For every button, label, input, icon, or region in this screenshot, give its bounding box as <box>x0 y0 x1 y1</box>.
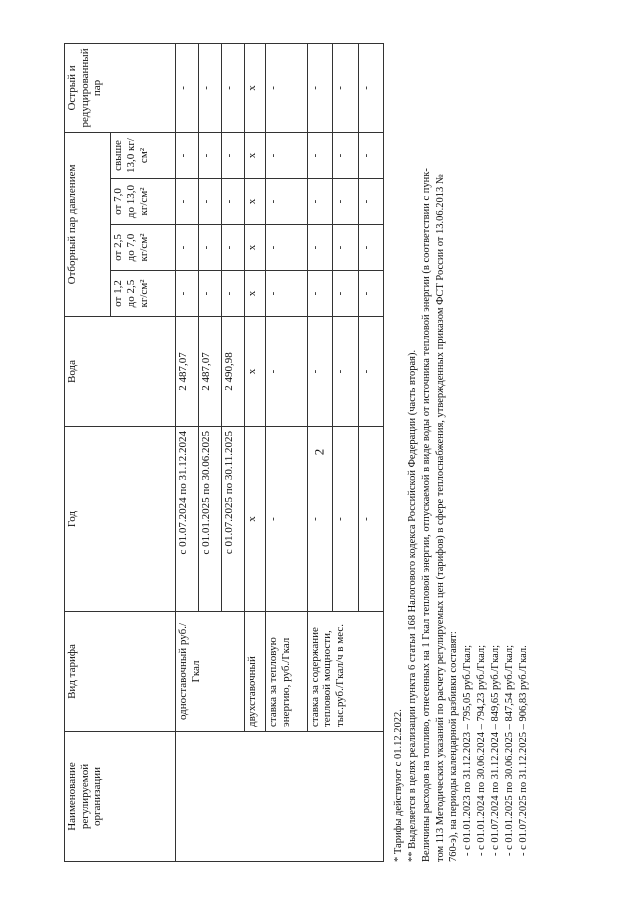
water-cell: - <box>266 317 308 427</box>
year-cell: - <box>333 427 358 612</box>
p1-cell: - <box>307 271 332 317</box>
live-cell: х <box>245 43 266 132</box>
p1-cell: - <box>222 271 245 317</box>
p3-cell: - <box>266 179 308 225</box>
p3-cell: - <box>333 179 358 225</box>
p4-cell: - <box>222 132 245 178</box>
p1-cell: - <box>199 271 222 317</box>
p3-cell: - <box>222 179 245 225</box>
p1-cell: х <box>245 271 266 317</box>
period-cell: с 01.07.2024 по 31.12.2024 <box>175 427 198 612</box>
year-cell: - <box>358 427 384 612</box>
p2-cell: - <box>222 225 245 271</box>
header-p1: от 1,2 до 2,5 кг/см² <box>111 271 176 317</box>
fuel-cost-item: - с 01.01.2024 по 30.06.2024 – 794,23 руб./Гкал; <box>476 644 488 856</box>
p2-cell: - <box>333 225 358 271</box>
p4-cell: - <box>199 132 222 178</box>
header-p4: свыше 13,0 кг/см² <box>111 132 176 178</box>
water-cell: 2 490,98 <box>222 317 245 427</box>
p1-cell: - <box>175 271 198 317</box>
p2-cell: - <box>266 225 308 271</box>
period-cell: с 01.07.2025 по 30.11.2025 <box>222 427 245 612</box>
live-cell: - <box>175 43 198 132</box>
water-cell: - <box>358 317 384 427</box>
rotated-page-content <box>64 42 624 862</box>
p1-cell: - <box>266 271 308 317</box>
year-cell: х <box>245 427 266 612</box>
fuel-cost-note-line-2: том 113 Методических указаний по расчету регулируемых цен (тарифов) в сфере теплоснабжения, утвержденных приказом ФСТ России от 13.06.2013 № <box>434 174 446 862</box>
two-part-label: двухставочный <box>245 612 266 732</box>
p4-cell: - <box>175 132 198 178</box>
p1-cell: - <box>333 271 358 317</box>
fuel-cost-item: - с 01.07.2024 по 31.12.2024 – 849,65 руб./Гкал; <box>490 644 502 856</box>
year-cell: - <box>266 427 308 612</box>
header-steam-group: Отборный пар давлением <box>65 132 111 316</box>
water-cell: 2 487,07 <box>175 317 198 427</box>
p1-cell: - <box>358 271 384 317</box>
fuel-cost-note-line-3: 760-э), на периоды календарной разбивки составят: <box>448 631 460 862</box>
header-tariff-type: Вид тарифа <box>65 612 176 732</box>
header-water: Вода <box>65 317 176 427</box>
header-p3: от 7,0 до 13,0 кг/см² <box>111 179 176 225</box>
tariff-table <box>64 43 384 862</box>
header-year: Год <box>65 427 176 612</box>
footnotes <box>392 44 531 862</box>
header-p2: от 2,5 до 7,0 кг/см² <box>111 225 176 271</box>
p2-cell: - <box>199 225 222 271</box>
live-cell: - <box>358 43 384 132</box>
capacity-rate-label: ставка за содержание тепловой мощности, тыс.руб./Гкал/ч в мес. <box>307 612 383 732</box>
p4-cell: - <box>307 132 332 178</box>
p2-cell: - <box>307 225 332 271</box>
p3-cell: - <box>307 179 332 225</box>
water-cell: х <box>245 317 266 427</box>
water-cell: - <box>333 317 358 427</box>
page-number: 2 <box>311 448 327 456</box>
fuel-cost-item: - с 01.01.2023 по 31.12.2023 – 795,05 руб./Гкал; <box>462 644 474 856</box>
p4-cell: - <box>333 132 358 178</box>
p4-cell: - <box>358 132 384 178</box>
p3-cell: - <box>175 179 198 225</box>
p3-cell: - <box>358 179 384 225</box>
p4-cell: - <box>266 132 308 178</box>
live-cell: - <box>266 43 308 132</box>
header-row <box>65 43 111 861</box>
year-cell: - <box>307 427 332 612</box>
live-cell: - <box>333 43 358 132</box>
p3-cell: - <box>199 179 222 225</box>
header-live-steam: Острый и редуцированный пар <box>65 43 176 132</box>
water-cell: - <box>307 317 332 427</box>
footnote-1: * Тарифы действуют с 01.12.2022. <box>393 709 404 862</box>
p4-cell: х <box>245 132 266 178</box>
live-cell: - <box>199 43 222 132</box>
fuel-cost-item: - с 01.01.2025 по 30.06.2025 – 847,54 руб./Гкал; <box>503 644 515 856</box>
fuel-cost-item: - с 01.07.2025 по 31.12.2025 – 906,83 руб./Гкал. <box>517 645 529 856</box>
header-org: Наименование регулируемой организации <box>65 732 176 862</box>
p2-cell: - <box>175 225 198 271</box>
p2-cell: х <box>245 225 266 271</box>
p2-cell: - <box>358 225 384 271</box>
live-cell: - <box>307 43 332 132</box>
footnote-2: ** Выделяется в целях реализации пункта 6 статьи 168 Налогового кодекса Российской Федерации (часть вторая). <box>406 349 418 862</box>
fuel-cost-note-line-1: Величины расходов на топливо, отнесенных на 1 Гкал тепловой энергии, отпускаемой в виде воды от источника тепловой энергии (в соответствии с пунк- <box>420 168 432 862</box>
table-row <box>175 43 198 861</box>
energy-rate-label: ставка за тепловую энергию, руб./Гкал <box>266 612 308 732</box>
p3-cell: х <box>245 179 266 225</box>
water-cell: 2 487,07 <box>199 317 222 427</box>
period-cell: с 01.01.2025 по 30.06.2025 <box>199 427 222 612</box>
org-cell <box>175 732 383 862</box>
live-cell: - <box>222 43 245 132</box>
one-part-label: одноставочный руб./Гкал <box>175 612 244 732</box>
